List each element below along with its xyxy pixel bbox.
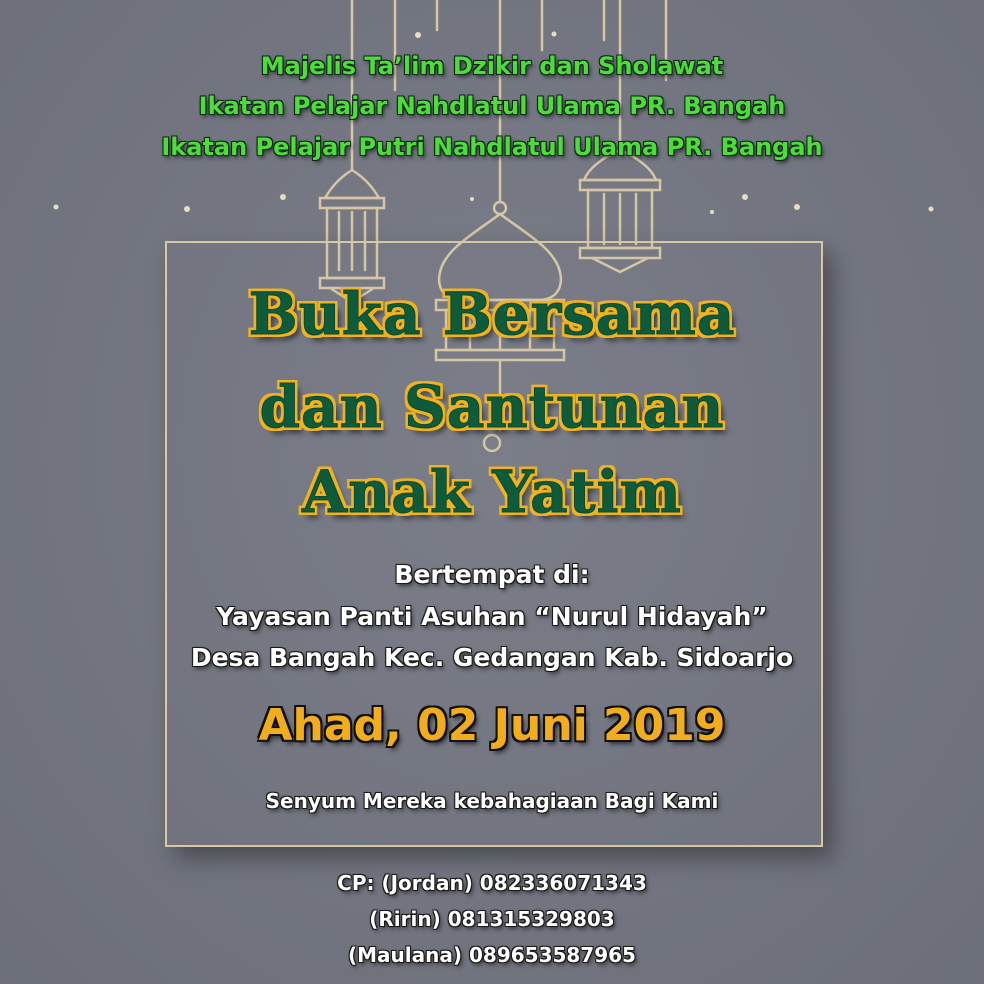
venue-label: Bertempat di: (394, 560, 590, 589)
org-line-3: Ikatan Pelajar Putri Nahdlatul Ulama PR. Bangah (161, 133, 823, 161)
title-line-2: dan Santunan (259, 373, 725, 441)
contact-maulana: (Maulana) 089653587965 (348, 943, 636, 967)
org-line-2: Ikatan Pelajar Nahdlatul Ulama PR. Bangah (198, 92, 786, 120)
title-line-3: Anak Yatim (302, 458, 682, 526)
title-line-1: Buka Bersama (248, 280, 736, 348)
venue-name: Yayasan Panti Asuhan “Nurul Hidayah” (216, 602, 768, 631)
org-line-1: Majelis Ta’lim Dzikir dan Sholawat (260, 52, 724, 80)
event-date: Ahad, 02 Juni 2019 (258, 700, 726, 751)
contact-jordan: CP: (Jordan) 082336071343 (337, 871, 647, 895)
contact-ririn: (Ririn) 081315329803 (369, 907, 615, 931)
tagline: Senyum Mereka kebahagiaan Bagi Kami (265, 789, 719, 813)
venue-address: Desa Bangah Kec. Gedangan Kab. Sidoarjo (190, 643, 794, 672)
